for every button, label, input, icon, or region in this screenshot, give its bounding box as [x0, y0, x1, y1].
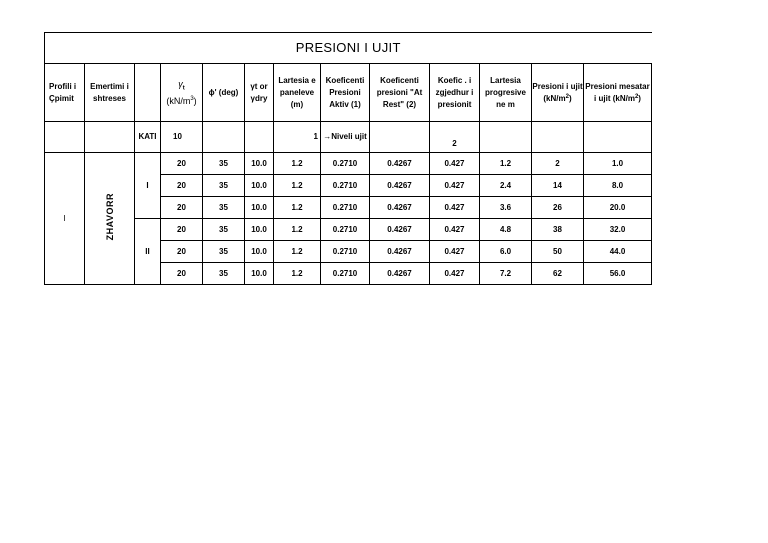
cell-pm: 20.0	[584, 197, 652, 219]
cell-pm: 8.0	[584, 175, 652, 197]
cell-ka: 0.2710	[321, 197, 370, 219]
gamma-unit: (kN/m	[166, 95, 191, 106]
cell-gamma: 20	[161, 263, 203, 285]
header-emertimi: Emertimi i shtreses	[85, 64, 135, 122]
cell-k0: 0.4267	[370, 241, 430, 263]
cell-k: 0.427	[430, 175, 480, 197]
sub-empty-6	[480, 122, 532, 153]
cell-h: 1.2	[274, 153, 321, 175]
table-row	[45, 153, 652, 175]
header-gamma-sat: γt or γdry	[245, 64, 274, 122]
presioni-ujit-label: Presioni i ujit (kN/m	[532, 81, 583, 103]
presioni-ujit-sup: 2	[565, 93, 569, 100]
header-lartesia-progresive: Lartesia progresive ne m	[480, 64, 532, 122]
cell-p: 14	[532, 175, 584, 197]
cell-k0: 0.4267	[370, 153, 430, 175]
cell-k0: 0.4267	[370, 219, 430, 241]
cell-gamma: 20	[161, 219, 203, 241]
kati-label: KATI	[135, 122, 161, 153]
cell-phi: 35	[203, 241, 245, 263]
cell-ka: 0.2710	[321, 219, 370, 241]
cell-k: 0.427	[430, 219, 480, 241]
koef-choice: 2	[430, 122, 480, 153]
header-lartesia-paneleve: Lartesia e paneleve (m)	[274, 64, 321, 122]
header-kati	[135, 64, 161, 122]
cell-gsat: 10.0	[245, 175, 274, 197]
header-koef-rest: Koeficenti presioni "At Rest" (2)	[370, 64, 430, 122]
water-pressure-table	[44, 32, 652, 285]
cell-phi: 35	[203, 197, 245, 219]
cell-hp: 3.6	[480, 197, 532, 219]
level-number: 1	[274, 122, 321, 153]
presioni-mesatar-close: )	[638, 93, 641, 103]
header-koef-zgjedhur: Koefic . i zgjedhur i presionit	[430, 64, 480, 122]
cell-phi: 35	[203, 153, 245, 175]
cell-pm: 1.0	[584, 153, 652, 175]
cell-h: 1.2	[274, 197, 321, 219]
cell-gamma: 20	[161, 175, 203, 197]
cell-hp: 7.2	[480, 263, 532, 285]
gamma-subscript: t	[182, 85, 185, 92]
header-row	[45, 64, 652, 122]
cell-gamma: 20	[161, 153, 203, 175]
sub-empty-5	[370, 122, 430, 153]
gamma-water-value: 10	[161, 122, 203, 153]
cell-k0: 0.4267	[370, 197, 430, 219]
presioni-mesatar-label: Presioni mesatar i ujit (kN/m	[585, 81, 650, 103]
cell-p: 38	[532, 219, 584, 241]
gamma-symbol: γ	[178, 79, 183, 90]
presioni-ujit-close: )	[568, 93, 572, 103]
cell-phi: 35	[203, 263, 245, 285]
sub-empty-1	[45, 122, 85, 153]
gamma-unit-close: )	[193, 95, 197, 106]
cell-h: 1.2	[274, 241, 321, 263]
table-row	[45, 219, 652, 241]
cell-hp: 4.8	[480, 219, 532, 241]
cell-gsat: 10.0	[245, 263, 274, 285]
cell-hp: 1.2	[480, 153, 532, 175]
cell-k0: 0.4267	[370, 263, 430, 285]
cell-h: 1.2	[274, 175, 321, 197]
cell-hp: 6.0	[480, 241, 532, 263]
cell-phi: 35	[203, 219, 245, 241]
sub-empty-2	[85, 122, 135, 153]
cell-p: 62	[532, 263, 584, 285]
sub-empty-8	[584, 122, 652, 153]
title-row	[45, 33, 652, 64]
profile-cell: I	[45, 153, 85, 285]
cell-p: 26	[532, 197, 584, 219]
presioni-mesatar-sup: 2	[634, 93, 639, 100]
cell-gsat: 10.0	[245, 153, 274, 175]
cell-pm: 32.0	[584, 219, 652, 241]
cell-k: 0.427	[430, 197, 480, 219]
layer-cell	[85, 153, 135, 285]
cell-ka: 0.2710	[321, 175, 370, 197]
cell-pm: 56.0	[584, 263, 652, 285]
cell-ka: 0.2710	[321, 263, 370, 285]
cell-gamma: 20	[161, 241, 203, 263]
cell-p: 2	[532, 153, 584, 175]
cell-ka: 0.2710	[321, 153, 370, 175]
cell-gsat: 10.0	[245, 241, 274, 263]
sub-empty-7	[532, 122, 584, 153]
cell-k: 0.427	[430, 153, 480, 175]
layer-label: ZHAVORR	[104, 192, 115, 241]
cell-gsat: 10.0	[245, 219, 274, 241]
header-profili: Profili i Çpimit	[45, 64, 85, 122]
cell-k: 0.427	[430, 263, 480, 285]
cell-p: 50	[532, 241, 584, 263]
niveli-ujit-label: →Niveli ujit	[321, 122, 370, 153]
floor-cell-2: II	[135, 219, 161, 285]
cell-pm: 44.0	[584, 241, 652, 263]
cell-ka: 0.2710	[321, 241, 370, 263]
cell-phi: 35	[203, 175, 245, 197]
header-koef-aktiv: Koeficenti Presioni Aktiv (1)	[321, 64, 370, 122]
cell-gsat: 10.0	[245, 197, 274, 219]
header-gamma-t	[161, 64, 203, 122]
sub-empty-3	[203, 122, 245, 153]
cell-k: 0.427	[430, 241, 480, 263]
cell-hp: 2.4	[480, 175, 532, 197]
header-presioni-mesatar	[584, 64, 652, 122]
cell-gamma: 20	[161, 197, 203, 219]
cell-h: 1.2	[274, 263, 321, 285]
sub-empty-4	[245, 122, 274, 153]
gamma-unit-sup: 3	[190, 95, 194, 102]
header-phi: ϕ' (deg)	[203, 64, 245, 122]
floor-cell-1: I	[135, 153, 161, 219]
cell-k0: 0.4267	[370, 175, 430, 197]
cell-h: 1.2	[274, 219, 321, 241]
header-presioni-ujit	[532, 64, 584, 122]
pressure-sheet	[44, 32, 652, 285]
table-title: PRESIONI I UJIT	[45, 33, 652, 64]
kati-row	[45, 122, 652, 153]
